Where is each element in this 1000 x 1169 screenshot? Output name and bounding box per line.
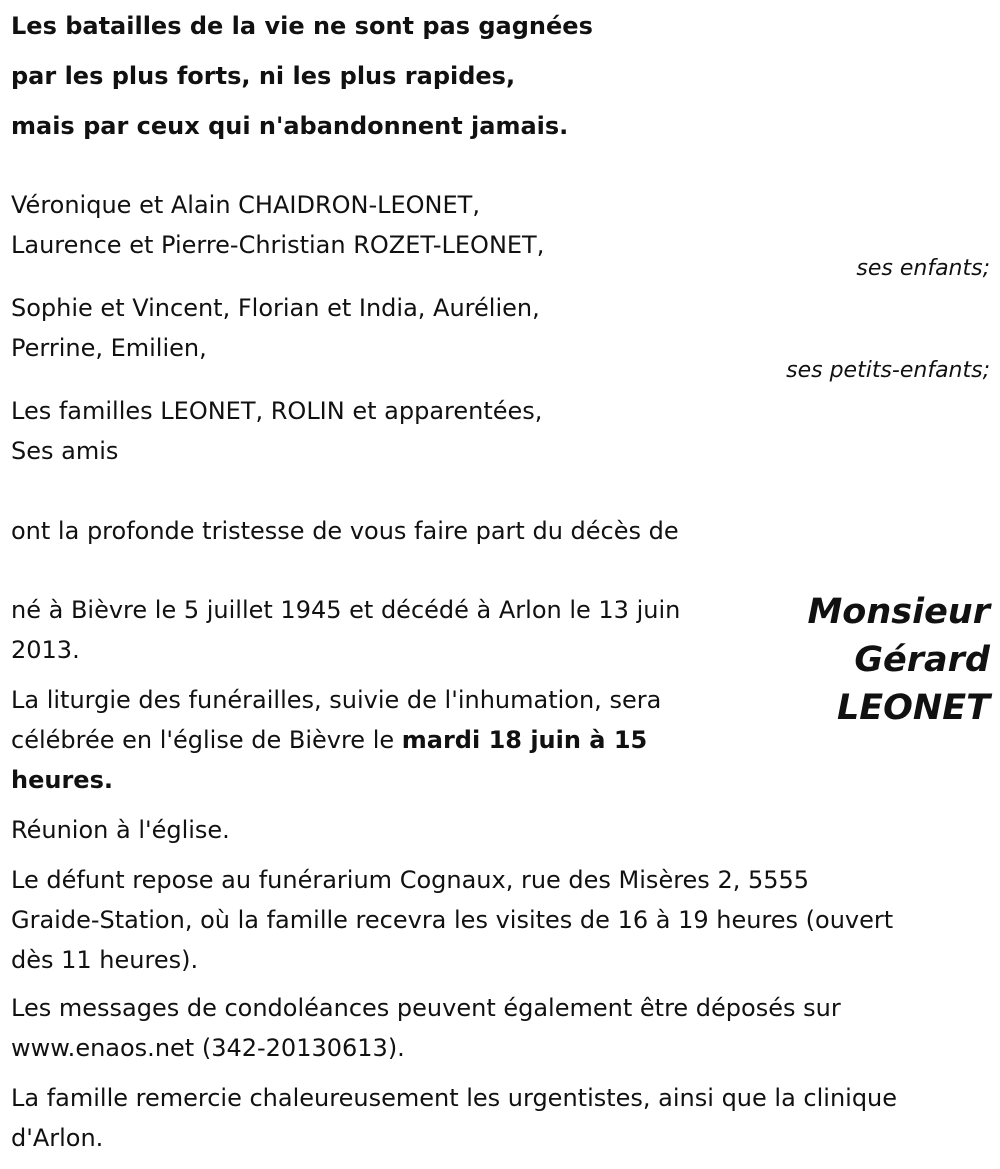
thanks-line-2: d'Arlon. (11, 1124, 104, 1152)
grandchildren-line-1: Sophie et Vincent, Florian et India, Aurélien, (11, 294, 540, 322)
deceased-name (807, 588, 990, 732)
meeting-text: Réunion à l'église. (11, 816, 230, 844)
birth-line-2: 2013. (11, 636, 80, 664)
condolences-line-2: www.enaos.net (342-20130613). (11, 1034, 405, 1062)
deceased-first-name: Gérard (854, 640, 990, 680)
deceased-title: Monsieur (807, 592, 990, 632)
condolences-line-1: Les messages de condoléances peuvent également être déposés sur (11, 994, 841, 1022)
quote-line-2: par les plus forts, ni les plus rapides, (11, 62, 516, 90)
quote-line-1: Les batailles de la vie ne sont pas gagnées (11, 12, 593, 40)
thanks-line-1: La famille remercie chaleureusement les urgentistes, ainsi que la clinique (11, 1084, 898, 1112)
families-line-2: Ses amis (11, 437, 119, 465)
birth-line-1: né à Bièvre le 5 juillet 1945 et décédé à Arlon le 13 juin (11, 596, 681, 624)
children-role: ses enfants; (856, 256, 990, 281)
children-line-2: Laurence et Pierre-Christian ROZET-LEONET, (11, 231, 545, 259)
deceased-last-name: LEONET (836, 688, 990, 728)
grandchildren-line-2: Perrine, Emilien, (11, 334, 207, 362)
liturgy-line-2 (11, 720, 647, 760)
liturgy-line-1: La liturgie des funérailles, suivie de l'inhumation, sera (11, 686, 662, 714)
children-line-1: Véronique et Alain CHAIDRON-LEONET, (11, 191, 480, 219)
liturgy-date-time: mardi 18 juin à 15 (401, 726, 648, 754)
liturgy-line-3: heures. (11, 766, 113, 794)
funerarium-line-3: dès 11 heures). (11, 946, 199, 974)
grandchildren-role: ses petits-enfants; (786, 358, 990, 383)
families-line-1: Les familles LEONET, ROLIN et apparentées, (11, 397, 543, 425)
announcement-text: ont la profonde tristesse de vous faire part du décès de (11, 517, 679, 545)
liturgy-line-2-prefix: célébrée en l'église de Bièvre le (11, 726, 402, 754)
funerarium-line-1: Le défunt repose au funérarium Cognaux, rue des Misères 2, 5555 (11, 866, 810, 894)
quote-line-3: mais par ceux qui n'abandonnent jamais. (11, 112, 569, 140)
funerarium-line-2: Graide-Station, où la famille recevra les visites de 16 à 19 heures (ouvert (11, 906, 894, 934)
